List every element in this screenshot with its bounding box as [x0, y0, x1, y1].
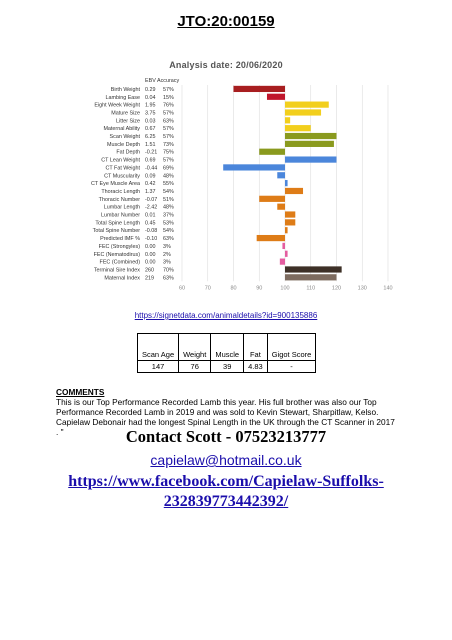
ebv-value: 219	[145, 275, 154, 282]
accuracy-value: 37%	[163, 212, 174, 219]
chart-bar	[285, 180, 288, 186]
accuracy-value: 76%	[163, 102, 174, 109]
trait-label: Maternal Index	[104, 275, 140, 282]
trait-label: Lumbar Length	[103, 204, 140, 211]
ebv-value: 0.69	[145, 157, 156, 164]
accuracy-value: 48%	[163, 204, 174, 211]
trait-label: CT Lean Weight	[101, 157, 140, 164]
accuracy-value: 73%	[163, 141, 174, 148]
chart-bar	[285, 141, 334, 147]
trait-label: Mature Size	[111, 110, 140, 117]
comments-body: This is our Top Performance Recorded Lamb this year. His full brother was also our Top Performance Recorded Lamb in 2019 and was sold to Kevin Stewart, Sharpitlaw, Kelso. Capielaw Debonair had the longest Spinal Length in the UK through the CT Scanner in 2017 . "	[56, 397, 395, 437]
chart-bar	[267, 94, 285, 100]
analysis-date: Analysis date: 20/06/2020	[169, 60, 283, 70]
chart-bar	[285, 102, 329, 108]
ebv-value: 6.25	[145, 134, 156, 141]
scan-stats-table	[137, 333, 316, 373]
ebv-value: 1.37	[145, 188, 156, 195]
chart-bar	[234, 86, 286, 92]
accuracy-value: 51%	[163, 196, 174, 203]
ebv-value: 0.03	[145, 118, 156, 125]
trait-label: Litter Size	[116, 118, 140, 125]
ebv-accuracy-header: EBV Accuracy	[145, 78, 180, 84]
ebv-value: 0.42	[145, 181, 156, 188]
trait-label: Terminal Sire Index	[93, 267, 140, 274]
accuracy-value: 54%	[163, 188, 174, 195]
trait-label: Maternal Ability	[103, 126, 140, 133]
trait-labels	[91, 87, 174, 281]
chart-bar	[285, 133, 337, 139]
trait-label: Thoracic Number	[98, 196, 140, 203]
trait-label: Muscle Depth	[107, 141, 140, 148]
ebv-value: -0.21	[145, 149, 158, 156]
ebv-value: 0.67	[145, 126, 156, 133]
x-tick-label: 110	[306, 285, 316, 292]
value-muscle: 39	[211, 361, 244, 373]
trait-label: Lambing Ease	[105, 94, 140, 101]
chart-bar	[285, 274, 337, 280]
accuracy-value: 70%	[163, 267, 174, 274]
chart-bar	[259, 196, 285, 202]
x-tick-label: 90	[256, 285, 263, 292]
facebook-link-line-2[interactable]: 232839773442392/	[163, 493, 289, 510]
trait-label: Eight Week Weight	[94, 102, 140, 109]
chart-bar	[280, 259, 285, 265]
ebv-value: 260	[145, 267, 154, 274]
accuracy-value: 15%	[163, 94, 174, 101]
accuracy-value: 53%	[163, 220, 174, 227]
accuracy-value: 54%	[163, 228, 174, 235]
chart-bar	[285, 188, 303, 194]
accuracy-value: 63%	[163, 118, 174, 125]
trait-label: FEC (Strongyles)	[98, 243, 140, 250]
accuracy-value: 57%	[163, 126, 174, 133]
ebv-value: 1.95	[145, 102, 156, 109]
ebv-value: -0.10	[145, 236, 158, 243]
accuracy-value: 57%	[163, 157, 174, 164]
chart-bar	[285, 266, 342, 272]
accuracy-value: 75%	[163, 149, 174, 156]
accuracy-value: 57%	[163, 134, 174, 141]
x-tick-label: 120	[331, 285, 342, 292]
x-tick-label: 100	[280, 285, 290, 292]
animal-details-link[interactable]: https://signetdata.com/animaldetails?id=900135886	[134, 311, 318, 320]
ebv-value: -0.07	[145, 196, 158, 203]
accuracy-value: 57%	[163, 110, 174, 117]
comments-heading: COMMENTS	[56, 387, 105, 397]
x-tick-label: 60	[178, 285, 186, 292]
chart-bars	[223, 86, 341, 281]
ebv-value: 0.01	[145, 212, 156, 219]
chart-bar	[285, 219, 295, 225]
ebv-value: 0.45	[145, 220, 156, 227]
x-tick-label: 130	[357, 285, 367, 292]
chart-bar	[285, 117, 290, 123]
chart-bar	[282, 243, 285, 249]
ebv-value: 1.51	[145, 141, 156, 148]
accuracy-value: 55%	[163, 181, 174, 188]
accuracy-value: 2%	[163, 251, 171, 258]
chart-bar	[285, 125, 311, 131]
ebv-value: 0.04	[145, 94, 156, 101]
header-muscle: Muscle	[211, 334, 244, 361]
value-fat: 4.83	[244, 361, 268, 373]
header-scan-age: Scan Age	[138, 334, 179, 361]
header-weight: Weight	[179, 334, 211, 361]
x-tick-label: 80	[230, 285, 237, 292]
document-title: JTO:20:00159	[177, 13, 275, 30]
ebv-value: 0.00	[145, 251, 156, 258]
trait-label: Lumbar Number	[101, 212, 140, 219]
ebv-value: -0.44	[145, 165, 158, 172]
chart-bar	[223, 164, 285, 170]
ebv-bar-chart	[0, 72, 452, 292]
chart-bar	[257, 235, 285, 241]
accuracy-value: 3%	[163, 243, 171, 250]
accuracy-value: 48%	[163, 173, 174, 180]
value-weight: 76	[179, 361, 211, 373]
x-axis-ticks	[179, 285, 393, 291]
trait-label: CT Fat Weight	[105, 165, 140, 172]
header-gigot-score: Gigot Score	[267, 334, 316, 361]
trait-label: CT Eye Muscle Area	[90, 181, 140, 188]
trait-label: Scan Weight	[109, 134, 140, 141]
ebv-value: 0.00	[145, 243, 156, 250]
trait-label: Total Spine Length	[95, 220, 140, 227]
trait-label: Birth Weight	[110, 86, 140, 93]
ebv-value: -0.08	[145, 228, 158, 235]
ebv-value: 0.00	[145, 259, 156, 266]
ebv-value: 0.29	[145, 86, 156, 93]
trait-label: Thoracic Length	[101, 188, 140, 195]
ebv-value: -2.42	[145, 204, 158, 211]
value-scan-age: 147	[138, 361, 179, 373]
accuracy-value: 63%	[163, 275, 174, 282]
x-tick-label: 70	[204, 285, 211, 292]
value-gigot-score: -	[267, 361, 316, 373]
email-link[interactable]: capielaw@hotmail.co.uk	[150, 452, 302, 468]
chart-bar	[277, 204, 285, 210]
chart-bar	[285, 251, 288, 257]
accuracy-value: 69%	[163, 165, 174, 172]
chart-bar	[285, 227, 288, 233]
trait-label: Total Spine Number	[92, 228, 140, 235]
trait-label: Fat Depth	[116, 149, 140, 156]
ebv-value: 3.75	[145, 110, 156, 117]
trait-label: FEC (Nematodirus)	[93, 251, 140, 258]
chart-bar	[277, 172, 285, 178]
contact-line: Contact Scott - 07523213777	[125, 427, 327, 446]
trait-label: CT Muscularity	[104, 173, 140, 180]
ebv-value: 0.09	[145, 173, 156, 180]
chart-bar	[285, 211, 295, 217]
x-tick-label: 140	[383, 285, 393, 292]
trait-label: FEC (Combined)	[99, 259, 140, 266]
accuracy-value: 63%	[163, 236, 174, 243]
trait-label: Predicted IMF %	[100, 236, 140, 243]
chart-bar	[285, 109, 321, 115]
accuracy-value: 3%	[163, 259, 171, 266]
header-fat: Fat	[244, 334, 268, 361]
accuracy-value: 57%	[163, 86, 174, 93]
facebook-link-line-1[interactable]: https://www.facebook.com/Capielaw-Suffolks-	[68, 473, 384, 490]
chart-bar	[285, 156, 337, 162]
chart-bar	[259, 149, 285, 155]
